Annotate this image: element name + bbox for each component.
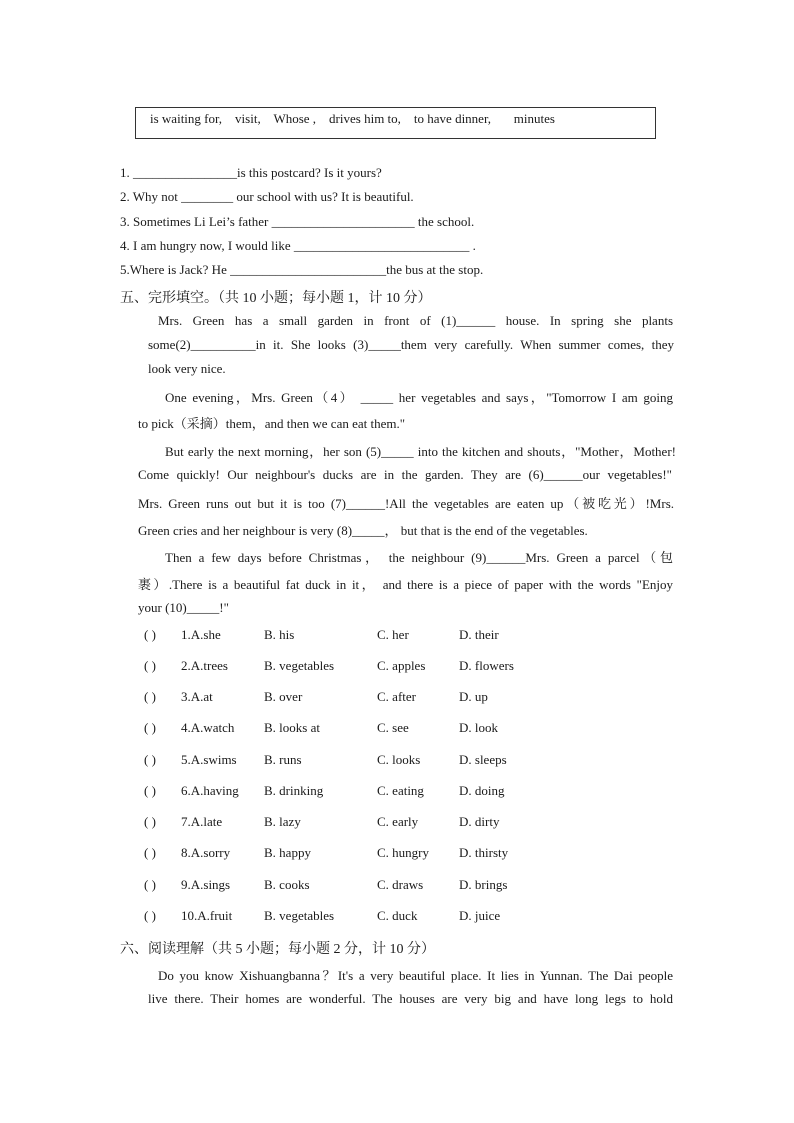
option-b: B. over bbox=[264, 689, 303, 704]
option-c: C. after bbox=[377, 689, 416, 704]
passage-line: your (10)_____!" bbox=[138, 600, 229, 615]
item-suffix: . bbox=[469, 238, 476, 253]
passage-line: Do you know Xishuangbanna？It's a very beautiful place. It lies in Yunnan. The Dai people bbox=[158, 968, 673, 983]
item-prefix: 1. bbox=[120, 165, 133, 180]
option-a: 3.A.at bbox=[181, 689, 213, 704]
option-c: C. looks bbox=[377, 752, 421, 767]
item-suffix: our school with us? It is beautiful. bbox=[233, 189, 414, 204]
answer-blank[interactable]: ___________________________ bbox=[293, 238, 470, 253]
fill-blank-item-4 bbox=[120, 238, 476, 254]
item-prefix: 4. I am hungry now, I would like bbox=[120, 238, 294, 253]
passage-line: look very nice. bbox=[148, 361, 226, 376]
fill-blank-item-3 bbox=[120, 214, 474, 230]
option-c: C. see bbox=[377, 720, 409, 735]
option-b: B. vegetables bbox=[264, 658, 335, 673]
option-d: D. doing bbox=[459, 783, 505, 798]
option-a: 1.A.she bbox=[181, 627, 221, 642]
option-c: C. duck bbox=[377, 908, 418, 923]
item-prefix: 2. Why not bbox=[120, 189, 182, 204]
word-bank-text: is waiting for, visit, Whose , drives him to, to have dinner, minutes bbox=[150, 111, 555, 126]
item-prefix: 5.Where is Jack? He bbox=[120, 262, 231, 277]
passage-line: 裹）.There is a beautiful fat duck in it， and there is a piece of paper with the words "Enjoy bbox=[138, 577, 673, 592]
option-a: 9.A.sings bbox=[181, 877, 231, 892]
option-c: C. her bbox=[377, 627, 409, 642]
answer-paren[interactable]: ( ) bbox=[144, 689, 156, 704]
option-d: D. dirty bbox=[459, 814, 500, 829]
option-c: C. hungry bbox=[377, 845, 429, 860]
option-a: 6.A.having bbox=[181, 783, 239, 798]
answer-paren[interactable]: ( ) bbox=[144, 627, 156, 642]
answer-paren[interactable]: ( ) bbox=[144, 877, 156, 892]
section-6-title: 六、阅读理解（共 5 小题；每小题 2 分，计 10 分） bbox=[120, 942, 435, 957]
passage-line: Come quickly! Our neighbour's ducks are in the garden. They are (6)______our vegetables!" bbox=[138, 467, 672, 482]
passage-line: live there. Their homes are wonderful. The houses are very big and have long legs to hold bbox=[148, 991, 673, 1006]
answer-paren[interactable]: ( ) bbox=[144, 658, 156, 673]
answer-blank[interactable]: ______________________ bbox=[271, 214, 415, 229]
option-a: 4.A.watch bbox=[181, 720, 235, 735]
option-c: C. early bbox=[377, 814, 419, 829]
item-suffix: is this postcard? Is it yours? bbox=[237, 165, 382, 180]
option-b: B. lazy bbox=[264, 814, 301, 829]
option-b: B. vegetables bbox=[264, 908, 335, 923]
passage-line: Mrs. Green runs out but it is too (7)______!All the vegetables are eaten up（被吃光）!Mrs. bbox=[138, 496, 674, 511]
answer-paren[interactable]: ( ) bbox=[144, 814, 156, 829]
passage-line: Green cries and her neighbour is very (8)_____， but that is the end of the vegetables. bbox=[138, 523, 588, 538]
option-c: C. draws bbox=[377, 877, 424, 892]
option-d: D. up bbox=[459, 689, 488, 704]
option-d: D. thirsty bbox=[459, 845, 509, 860]
passage-line: But early the next morning，her son (5)_____ into the kitchen and shouts，"Mother，Mother! bbox=[165, 444, 676, 459]
item-prefix: 3. Sometimes Li Lei’s father bbox=[120, 214, 272, 229]
option-a: 8.A.sorry bbox=[181, 845, 231, 860]
answer-paren[interactable]: ( ) bbox=[144, 783, 156, 798]
fill-blank-item-2 bbox=[120, 189, 414, 205]
fill-blank-item-5 bbox=[120, 262, 483, 278]
option-d: D. brings bbox=[459, 877, 508, 892]
passage-line: One evening，Mrs. Green（4） _____ her vegetables and says，"Tomorrow I am going bbox=[165, 390, 673, 405]
option-b: B. drinking bbox=[264, 783, 324, 798]
option-a: 10.A.fruit bbox=[181, 908, 233, 923]
passage-line: to pick（采摘）them，and then we can eat them." bbox=[138, 416, 406, 431]
option-c: C. eating bbox=[377, 783, 424, 798]
option-b: B. runs bbox=[264, 752, 302, 767]
option-b: B. looks at bbox=[264, 720, 320, 735]
passage-line: Mrs. Green has a small garden in front of (1)______ house. In spring she plants bbox=[158, 313, 673, 328]
passage-line: Then a few days before Christmas， the neighbour (9)______Mrs. Green a parcel（包 bbox=[165, 550, 673, 565]
word-bank-box bbox=[135, 107, 656, 139]
option-d: D. sleeps bbox=[459, 752, 507, 767]
answer-blank[interactable]: ________ bbox=[181, 189, 234, 204]
fill-blank-item-1 bbox=[120, 165, 382, 181]
answer-paren[interactable]: ( ) bbox=[144, 845, 156, 860]
option-a: 7.A.late bbox=[181, 814, 223, 829]
answer-paren[interactable]: ( ) bbox=[144, 720, 156, 735]
item-suffix: the bus at the stop. bbox=[386, 262, 484, 277]
answer-paren[interactable]: ( ) bbox=[144, 752, 156, 767]
passage-line: some(2)__________in it. She looks (3)_____them very carefully. When summer comes, they bbox=[148, 337, 674, 352]
option-c: C. apples bbox=[377, 658, 426, 673]
answer-blank[interactable]: ________________ bbox=[133, 165, 237, 180]
option-d: D. flowers bbox=[459, 658, 514, 673]
item-suffix: the school. bbox=[414, 214, 475, 229]
option-b: B. his bbox=[264, 627, 295, 642]
option-b: B. cooks bbox=[264, 877, 310, 892]
option-d: D. look bbox=[459, 720, 498, 735]
option-b: B. happy bbox=[264, 845, 311, 860]
option-a: 2.A.trees bbox=[181, 658, 228, 673]
section-5-title: 五、完形填空。（共 10 小题；每小题 1，计 10 分） bbox=[120, 291, 432, 306]
option-d: D. their bbox=[459, 627, 499, 642]
option-a: 5.A.swims bbox=[181, 752, 237, 767]
answer-blank[interactable]: ________________________ bbox=[230, 262, 387, 277]
option-d: D. juice bbox=[459, 908, 501, 923]
answer-paren[interactable]: ( ) bbox=[144, 908, 156, 923]
